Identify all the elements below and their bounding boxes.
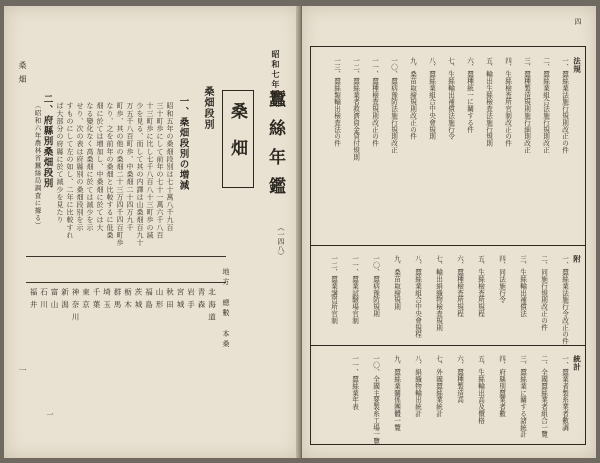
toc-entry[interactable]: 九、桑苗取締規則 [392,255,401,311]
toc-entry[interactable]: 四、生絲檢査所官制改正の件 [503,57,512,147]
chapter-title: 桑畑 [227,102,247,176]
prefecture-cell: 宮城 [176,288,185,313]
prefecture-cell: 富山 [50,288,59,313]
toc-divider-2 [311,345,585,346]
toc-section-title: 法規 [572,57,582,73]
running-head: 桑畑 [18,61,27,89]
toc-entry[interactable]: 一一、蠶業試驗場官制 [350,255,359,324]
toc-entry[interactable]: 九、蠶絲業關係團體一覽 [392,355,401,431]
body-line: 十三町歩に比し七千八百八十三町歩の減 [146,102,154,239]
body-line: せり、次の表は府縣別の桑畑段別を示 [76,102,84,232]
toc-entry[interactable]: 七、輸出絹織物檢査規則 [434,255,443,331]
body-line: 少を見る、而して其の内譯は山桑畑百九十 [136,102,144,247]
toc-entry[interactable]: 一〇、蠶病豫防法施行規則改正 [389,57,398,154]
section2-title: 二、府縣別桑畑段別 [41,94,53,189]
toc-entry[interactable]: 四、府縣別蠶業者數 [497,355,506,418]
toc-entry[interactable]: 一、蠶絲業法施行令改正の件 [560,255,569,345]
toc-entry[interactable]: 一一、蠶種檢査規則改正の件 [370,57,379,147]
toc-entry[interactable]: 一三、蠶絲類輸出檢査法の件 [332,57,341,147]
body-line: 町歩、其の他の桑畑二十三万四千四百町歩 [116,102,124,247]
toc-entry[interactable]: 一、蠶絲業法施行規則改正の件 [560,57,569,154]
prefecture-cell: 北海道 [207,288,217,326]
toc-entry[interactable]: 九、桑苗取締規則改正の件 [408,57,417,140]
prefecture-cell: 神奈川 [71,288,80,326]
toc-entry[interactable]: 六、蠶種製造高 [455,355,464,404]
toc-entry[interactable]: 七、生絲輸出補償法施行令 [446,57,455,140]
prefecture-cell: 新潟 [60,288,70,313]
prefecture-cell: 石川 [39,288,49,313]
prefecture-cell: 秋田 [165,288,175,313]
prefecture-cell: 東京 [81,288,91,313]
toc-entry[interactable]: 二、全國蠶絲業者組合一覽 [539,355,548,438]
body-line: 畑に於ては増加し、中桑畑に於ては大 [96,102,104,232]
toc-entry[interactable]: 一二、蠶業講習所官制 [329,255,338,324]
toc-entry[interactable]: 一二、蠶絲業者救濟資金貸付規則 [351,57,360,161]
prefecture-cell: 青森 [197,288,206,313]
toc-entry[interactable]: 四、同法施行令 [497,255,506,304]
body-line: ば大部分の府縣に於て減少を見たり [56,102,64,224]
toc-entry[interactable]: 二、蠶絲業組合法施行規則改正 [541,57,550,154]
toc-entry[interactable]: 八、絹織物輸出統計 [413,355,422,418]
table-rule-mid [26,282,226,283]
prefecture-cell: 福井 [29,288,38,313]
body-line: 昭和五年の桑畑段別は七十萬八千九百 [166,102,174,232]
body-line: 三十町歩にして前年の七十一萬六千八百 [156,102,164,239]
toc-divider-1 [311,245,585,246]
toc-entry[interactable]: 八、蠶絲業組合中央會規程 [413,255,422,338]
table-header: 地方 總數 本桑 [222,268,230,350]
toc-entry[interactable]: 一〇、蠶病豫防規則 [371,255,380,318]
prefecture-cell: 栃木 [123,288,133,313]
right-page [302,6,596,458]
body-line: すものにして左の如し、二年に比較すれ [66,102,74,239]
toc-entry[interactable]: 二、同施行規則改正の件 [539,255,548,331]
toc-entry[interactable]: 五、生絲檢査所規程 [476,255,485,318]
section2-subtitle: （昭和六年農林省蠶絲局調査に據る） [33,102,42,230]
body-line: なり、之を前年の桑畑と比較するに低桑 [106,102,114,239]
toc-entry[interactable]: 一〇、全國主要製糸工場一覽 [371,355,380,445]
page-number-left: 一 [46,411,54,418]
toc-entry[interactable]: 五、輸出生絲檢査法施行規則 [484,57,493,147]
page-number-right: 四 [574,18,582,25]
body-line: なる變化なく高桑畑に於ては減少を示 [86,102,94,232]
book-title-paren: （一四八） [277,224,285,259]
toc-entry[interactable]: 六、蠶種檢査所規程 [455,255,464,318]
toc-section-title: 統計 [572,355,582,371]
table-of-contents [310,46,586,445]
toc-entry[interactable]: 三、蠶種製造規則施行細則改正 [522,57,531,154]
sub-title: 桑畑段別 [202,86,213,130]
toc-entry[interactable]: 一、蠶業者製糸業者數調 [560,355,569,431]
toc-entry[interactable]: 六、蠶種統一に關する件 [465,57,474,133]
prefecture-cell: 茨城 [134,288,143,313]
toc-entry[interactable]: 五、生絲輸出高及價格 [476,355,485,424]
table-rule-top [26,256,226,257]
toc-entry[interactable]: 三、生絲輸出補償法 [518,255,527,318]
toc-entry[interactable]: 八、蠶絲業組合中央會規則 [427,57,436,140]
edition-label: 昭和七年版 [271,50,281,100]
book-title: 蠶絲年鑑 [265,90,285,206]
prefecture-cell: 千葉 [92,288,101,313]
prefecture-cell: 埼玉 [102,288,112,313]
section1-title: 一、桑畑段別の増減 [177,96,189,191]
toc-section-title: 附 [572,255,582,263]
toc-entry[interactable]: 三、蠶絲業に關する諸統計 [518,355,527,438]
toc-entry[interactable]: 一一、蠶絲業年表 [350,355,359,411]
prefecture-cell: 岩手 [186,288,196,313]
prefecture-cell: 福島 [144,288,154,313]
toc-entry[interactable]: 七、外國蠶絲業統計 [434,355,443,418]
prefecture-cell: 群馬 [113,288,122,313]
prefecture-cell: 山形 [155,288,164,313]
margin-mark: 一 [18,366,27,374]
left-page [4,6,300,458]
body-line: 万五千八百町歩、中桑畑二十四万九千 [126,102,134,232]
